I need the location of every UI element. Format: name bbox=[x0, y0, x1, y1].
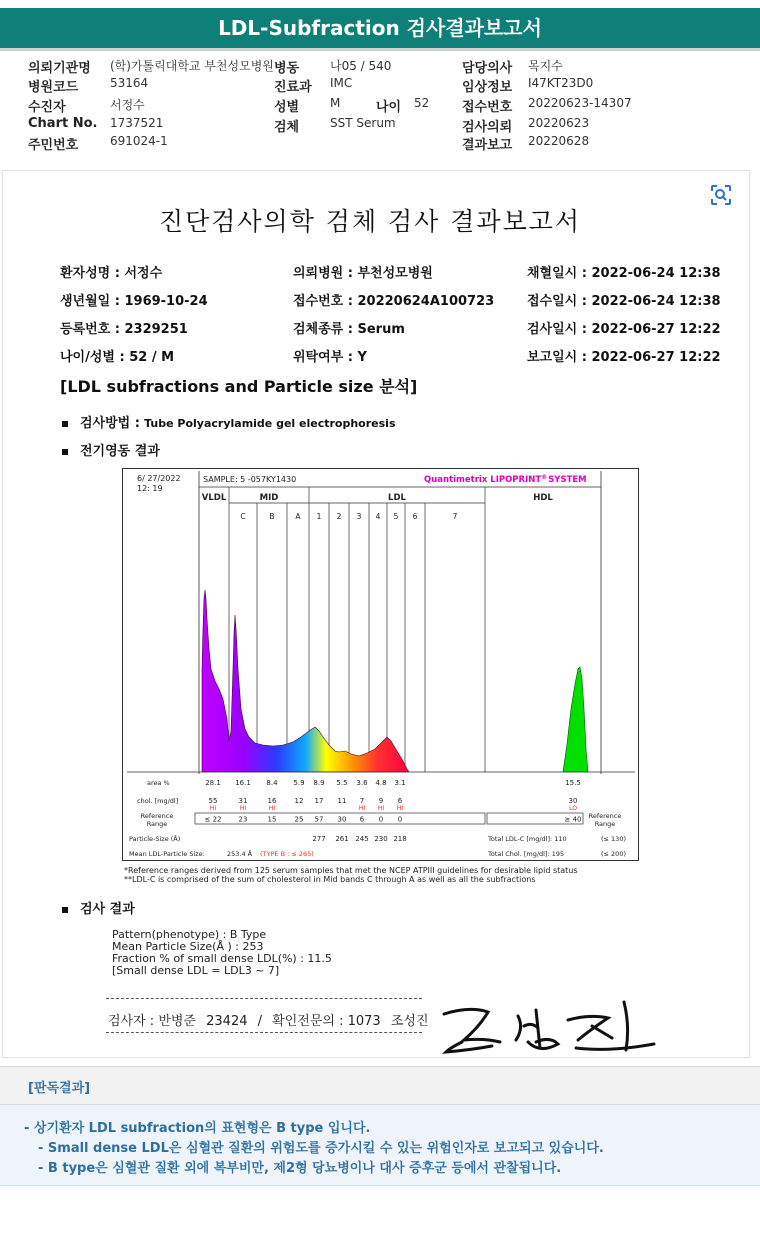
particle-size-cell: 230 bbox=[374, 835, 388, 843]
band-label-6: 6 bbox=[412, 512, 418, 521]
row-label-area: area % bbox=[147, 779, 170, 787]
lipoprint-chart bbox=[122, 468, 639, 861]
reported-time: 보고일시 : 2022-06-27 12:22 bbox=[527, 350, 721, 365]
flag-cell: HI bbox=[396, 805, 404, 812]
flag-cell: HI bbox=[209, 805, 217, 812]
info-value: 목지수 bbox=[528, 59, 563, 73]
chol-cell: 9 bbox=[378, 797, 384, 805]
area-cell: 4.8 bbox=[375, 779, 387, 787]
info-label: 진료과 bbox=[274, 80, 312, 95]
tester-no: 23424 bbox=[206, 1014, 248, 1029]
group-mid: MID bbox=[259, 493, 279, 503]
chol-cell: 55 bbox=[208, 797, 218, 805]
result-item bbox=[62, 898, 135, 917]
info-value: 서정수 bbox=[110, 98, 145, 112]
info-label: 담당의사 bbox=[462, 61, 513, 76]
request-info bbox=[0, 0, 760, 160]
lipoprint-svg bbox=[123, 469, 640, 862]
band-label-C: C bbox=[240, 512, 246, 521]
table-cells bbox=[205, 779, 582, 843]
registration-number: 등록번호 : 2329251 bbox=[60, 322, 188, 337]
chol-cell: 7 bbox=[359, 797, 365, 805]
total-ldl-ref: (≤ 130) bbox=[601, 835, 626, 843]
group-ldl: LDL bbox=[388, 493, 406, 503]
info-label: 주민번호 bbox=[28, 138, 79, 153]
chol-cell: 17 bbox=[314, 797, 324, 805]
band-label-3: 3 bbox=[356, 512, 362, 521]
band-dividers bbox=[229, 487, 485, 772]
info-label: 의뢰기관명 bbox=[28, 61, 91, 76]
band-label-2: 2 bbox=[336, 512, 342, 521]
reference-cell: ≥ 40 bbox=[564, 815, 582, 824]
collect-time: 채혈일시 : 2022-06-24 12:38 bbox=[527, 266, 721, 281]
inspector-sep: / bbox=[257, 1014, 263, 1029]
flag-cell: HI bbox=[268, 805, 276, 812]
row-label-mean: Mean LDL-Particle Size: bbox=[129, 850, 205, 858]
band-label-A: A bbox=[295, 512, 301, 521]
page-title: LDL-Subfraction 검사결과보고서 bbox=[0, 8, 760, 48]
flag-cell: HI bbox=[239, 805, 247, 812]
reference-cell: 57 bbox=[314, 815, 324, 824]
info-value: 53164 bbox=[110, 76, 149, 90]
info-value: 1737521 bbox=[110, 116, 164, 130]
specialist-label: 확인전문의 : 1073 bbox=[272, 1014, 381, 1029]
info-value: M bbox=[330, 96, 341, 110]
hdl-peak bbox=[563, 667, 588, 772]
area-cell: 5.5 bbox=[336, 779, 348, 787]
inspector-line bbox=[108, 1010, 435, 1029]
area-cell: 15.5 bbox=[565, 779, 581, 787]
total-ldl: Total LDL-C [mg/dl]: 110 bbox=[488, 835, 567, 843]
info-label: 접수번호 bbox=[462, 100, 513, 115]
info-label: 병동 bbox=[274, 61, 300, 76]
particle-size-cell: 245 bbox=[355, 835, 369, 843]
row-label-chol: chol. [mg/dl] bbox=[137, 797, 179, 805]
divider-top bbox=[106, 998, 422, 999]
group-hdl: HDL bbox=[533, 493, 553, 503]
reference-cell: ≤ 22 bbox=[204, 815, 222, 824]
info-label: 검사의뢰 bbox=[462, 120, 513, 135]
result-fraction: Fraction % of small dense LDL(%) : 11.5 bbox=[112, 952, 332, 965]
result-pattern: Pattern(phenotype) : B Type bbox=[112, 928, 267, 941]
ref-right-1: Reference bbox=[588, 812, 622, 820]
info-label: 임상정보 bbox=[462, 80, 513, 95]
opinion-line: - B type은 심혈관 질환 외에 복부비만, 제2형 당뇨병이나 대사 증후군 등에서 관찰됩니다. bbox=[38, 1161, 562, 1176]
reference-cell: 30 bbox=[337, 815, 347, 824]
report-title: 진단검사의학 검체 검사 결과보고서 bbox=[158, 207, 582, 236]
chol-cell: 6 bbox=[397, 797, 403, 805]
row-label-ref2: Range bbox=[146, 820, 168, 828]
footnote-2: **LDL-C is comprised of the sum of cholesterol in Mid bands C through A as well as all the subfractions bbox=[124, 875, 536, 884]
reference-cell: 0 bbox=[378, 815, 384, 824]
flag-cell: HI bbox=[358, 805, 366, 812]
band-label-B: B bbox=[269, 512, 275, 521]
reference-cell: 15 bbox=[267, 815, 277, 824]
section-title: [LDL subfractions and Particle size 분석] bbox=[60, 377, 418, 396]
footnote-1: *Reference ranges derived from 125 serum samples that met the NCEP ATPIII guidelines for desirable lipid status bbox=[124, 866, 578, 875]
chol-cell: 12 bbox=[294, 797, 304, 805]
tested-time: 검사일시 : 2022-06-27 12:22 bbox=[527, 322, 721, 337]
reference-cell: 25 bbox=[294, 815, 304, 824]
band-label-5: 5 bbox=[393, 512, 399, 521]
info-label: 검체 bbox=[274, 120, 300, 135]
particle-size-cell: 218 bbox=[393, 835, 407, 843]
result-definition: [Small dense LDL = LDL3 ~ 7] bbox=[112, 964, 280, 977]
info-value: 691024-1 bbox=[110, 134, 168, 148]
specimen-type: 검체종류 : Serum bbox=[293, 322, 405, 337]
area-cell: 3.6 bbox=[356, 779, 368, 787]
info-value: SST Serum bbox=[330, 116, 396, 130]
electro-item bbox=[62, 440, 160, 459]
ldl-profile-peak bbox=[202, 590, 409, 772]
receipt-number: 접수번호 : 20220624A100723 bbox=[293, 294, 495, 309]
chart-sample: SAMPLE: 5 -057KY1430 bbox=[203, 475, 297, 484]
area-cell: 5.9 bbox=[293, 779, 305, 787]
band-label-1: 1 bbox=[316, 512, 322, 521]
info-label: 수진자 bbox=[28, 100, 66, 115]
reference-cell: 6 bbox=[359, 815, 365, 824]
area-cell: 8.9 bbox=[313, 779, 325, 787]
area-cell: 8.4 bbox=[266, 779, 278, 787]
received-time: 접수일시 : 2022-06-24 12:38 bbox=[527, 294, 721, 309]
opinion-heading: [판독결과] bbox=[28, 1081, 91, 1096]
total-chol: Total Chol. [mg/dl]: 195 bbox=[488, 850, 565, 858]
chart-date: 6/ 27/2022 bbox=[137, 474, 181, 483]
info-value: IMC bbox=[330, 76, 353, 90]
chart-time: 12: 19 bbox=[137, 484, 163, 493]
chol-cell: 31 bbox=[238, 797, 248, 805]
info-value: 20220628 bbox=[528, 134, 590, 148]
method-item bbox=[62, 412, 396, 431]
info-value: 52 bbox=[414, 96, 430, 110]
total-chol-ref: (≤ 200) bbox=[601, 850, 626, 858]
info-value: 20220623-14307 bbox=[528, 96, 632, 110]
bullet-icon bbox=[62, 449, 68, 455]
result-mean-size: Mean Particle Size(Å ) : 253 bbox=[112, 940, 264, 953]
info-value: I47KT23D0 bbox=[528, 76, 594, 90]
opinion-line: - 상기환자 LDL subfraction의 표현형은 B type 입니다. bbox=[24, 1121, 371, 1136]
bullet-icon bbox=[62, 907, 68, 913]
tester-label: 검사자 : 반병준 bbox=[108, 1014, 196, 1029]
info-label: Chart No. bbox=[28, 116, 98, 131]
patient-hospital: 의뢰병원 : 부천성모병원 bbox=[293, 266, 433, 281]
bullet-icon bbox=[62, 421, 68, 427]
method-value: Tube Polyacrylamide gel electrophoresis bbox=[144, 417, 396, 430]
patient-name: 환자성명 : 서정수 bbox=[60, 266, 163, 281]
signature bbox=[440, 996, 670, 1056]
chart-brand: Quantimetrix LIPOPRINT®SYSTEM bbox=[424, 474, 587, 485]
ref-right-2: Range bbox=[594, 820, 616, 828]
row-label-ref1: Reference bbox=[140, 812, 174, 820]
result-label: 검사 결과 bbox=[80, 902, 135, 917]
info-value: 나05 / 540 bbox=[330, 59, 392, 73]
electro-label: 전기영동 결과 bbox=[80, 444, 160, 459]
info-label: 병원코드 bbox=[28, 80, 79, 95]
area-cell: 28.1 bbox=[205, 779, 221, 787]
chol-cell: 30 bbox=[568, 797, 578, 805]
band-label-4: 4 bbox=[375, 512, 381, 521]
age-sex: 나이/성별 : 52 / M bbox=[60, 350, 175, 365]
info-value: 20220623 bbox=[528, 116, 590, 130]
flag-cell: LO bbox=[569, 805, 577, 812]
chol-cell: 16 bbox=[267, 797, 277, 805]
info-label: 나이 bbox=[376, 100, 402, 115]
opinion-line: - Small dense LDL은 심혈관 질환의 위험도를 증가시킬 수 있는 위험인자로 보고되고 있습니다. bbox=[38, 1141, 604, 1156]
method-label: 검사방법 : bbox=[80, 416, 140, 431]
specialist-name: 조성진 bbox=[390, 1014, 429, 1029]
chol-cell: 11 bbox=[337, 797, 347, 805]
opinion-body bbox=[0, 1104, 760, 1186]
band-label-7: 7 bbox=[452, 512, 458, 521]
area-cell: 3.1 bbox=[394, 779, 406, 787]
mean-particle-value: 253.4 Å bbox=[227, 850, 253, 858]
mean-type: (TYPE B ; ≤ 265) bbox=[260, 850, 314, 858]
birth-date: 생년월일 : 1969-10-24 bbox=[60, 294, 208, 309]
particle-size-cell: 261 bbox=[335, 835, 349, 843]
flag-cell: HI bbox=[377, 805, 385, 812]
group-vldl: VLDL bbox=[201, 493, 227, 503]
consign-status: 위탁여부 : Y bbox=[293, 350, 367, 365]
area-cell: 16.1 bbox=[235, 779, 251, 787]
opinion-header bbox=[0, 1066, 760, 1104]
info-label: 결과보고 bbox=[462, 138, 513, 153]
reference-cell: 0 bbox=[397, 815, 403, 824]
info-value: (학)가톨릭대학교 부천성모병원 bbox=[110, 59, 274, 73]
reference-cell: 23 bbox=[238, 815, 248, 824]
info-label: 성별 bbox=[274, 100, 300, 115]
particle-size-cell: 277 bbox=[312, 835, 326, 843]
row-label-particle: Particle-Size (Å) bbox=[129, 835, 181, 843]
divider-bottom bbox=[106, 1032, 422, 1033]
